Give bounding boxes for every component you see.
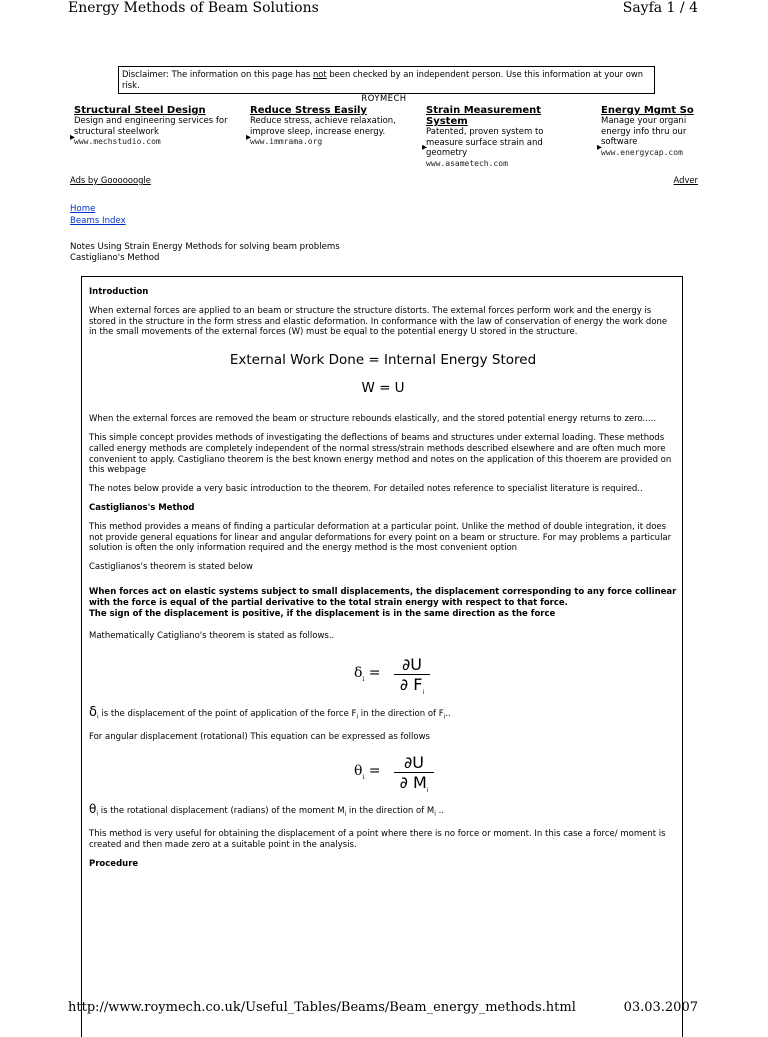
ad-url[interactable]: www.energycap.com (601, 147, 683, 157)
beams-index-link[interactable]: Beams Index (70, 216, 126, 226)
ad-marker-icon: ▸ (422, 142, 428, 153)
heading-castigliano: Castiglianos's Method (89, 502, 195, 513)
paragraph: Castiglianos's theorem is stated below (89, 562, 254, 573)
theorem-statement: When forces act on elastic systems subject to small displacements, the displacement corresponding to any force collinear with the force is equal of the partial derivative to the total strain energy with respect to that force. (89, 586, 677, 608)
paragraph: The notes below provide a very basic introduction to the theorem. For detailed notes reference to specialist literature is required.. (89, 484, 643, 495)
paragraph-theta-def: $\theta_i$ is the rotational displacement (radians) of the moment $M_i$ in the direction of $M_i$ .. (89, 802, 444, 819)
paragraph: This method provides a means of finding a particular deformation at a particular point. Unlike the method of double integration, it does not provide general equations for linear and angular deformations for every point on a beam or structure. For may problems a particular solution is often the only information required and the energy method is the most convenient option (89, 521, 672, 554)
disclaimer-not: not (312, 69, 327, 79)
ad-marker-icon: ▸ (70, 132, 76, 143)
content-box (81, 276, 683, 1037)
equation-rotation (89, 754, 677, 798)
ad-strip (70, 105, 698, 175)
document-title: Energy Methods of Beam Solutions (68, 0, 319, 16)
heading-procedure: Procedure (89, 858, 139, 869)
footer-url: http://www.roymech.co.uk/Useful_Tables/Beams/Beam_energy_methods.html (68, 1000, 576, 1015)
paragraph: This method is very useful for obtaining the displacement of a point where there is no force or moment. In this case a force/ moment is created and then made zero at a suitable point in the analysis. (89, 828, 666, 850)
paragraph-delta-def: $\delta_i$ is the displacement of the point of application of the force $F_i$ in the direction of $F_i$.. (89, 705, 451, 721)
paragraph: When the external forces are removed the beam or structure rebounds elastically, and the stored potential energy returns to zero..... (89, 414, 657, 425)
footer-date: 03.03.2007 (623, 1000, 698, 1015)
ad-item[interactable] (70, 105, 244, 148)
paragraph: This simple concept provides methods of investigating the deflections of beams and structures under external loading. These methods called energy methods are completely independent of the normal stress/strain methods described elsewhere and are often much more convenient to apply. Castigliano theorem is the best known energy method and notes on the application of this thoerem are provided on this webpage (89, 432, 672, 476)
equation-w-u: W = U (361, 380, 405, 397)
ad-item[interactable] (246, 105, 420, 148)
partial-fraction: ∂U ∂ $M_i$ (394, 754, 434, 799)
disclaimer-box: Disclaimer: The information on this page has not been checked by an independent person. Use this information at your own risk. (118, 66, 655, 94)
equation-displacement (89, 656, 677, 700)
ad-item[interactable] (422, 105, 571, 169)
delta-symbol: $\delta_i$ = (354, 665, 381, 683)
theta-symbol: $\theta_i$ = (354, 763, 381, 782)
ad-text: Design and engineering services for structural steelwork (74, 116, 228, 137)
paragraph: When external forces are applied to an beam or structure the structure distorts. The external forces perform work and the energy is stored in the structure in the form stress and elastic deformation. In conformance with the law of conservation of energy the work done in the small movements of the external forces (W) must be equal to the potential energy U stored in the structure. (89, 305, 668, 338)
ad-marker-icon: ▸ (246, 132, 252, 143)
ad-text: Patented, proven system to measure surface strain and geometry (426, 127, 544, 158)
article-content (89, 287, 677, 877)
home-link[interactable]: Home (70, 204, 96, 214)
ad-title[interactable]: Energy Mgmt So (601, 105, 694, 116)
theorem-sign: The sign of the displacement is positive, if the displacement is in the same direction as the force (89, 608, 556, 619)
advertise-link[interactable]: Adver (673, 175, 698, 185)
page-number: Sayfa 1 / 4 (622, 0, 698, 16)
ad-marker-icon: ▸ (597, 142, 603, 153)
nav-links (70, 203, 126, 227)
ad-title[interactable]: Reduce Stress Easily (250, 105, 367, 116)
intro-line: Castigliano's Method (70, 253, 160, 263)
ad-url[interactable]: www.asametech.com (426, 158, 508, 168)
paragraph: For angular displacement (rotational) This equation can be expressed as follows (89, 731, 430, 742)
ad-text: Manage your organi energy info thru our software (601, 116, 687, 147)
ad-title[interactable]: Structural Steel Design (74, 105, 206, 116)
ad-text: Reduce stress, achieve relaxation, improve sleep, increase energy. (250, 116, 396, 137)
partial-fraction: ∂U ∂ $F_i$ (394, 656, 430, 701)
equation-text: External Work Done = Internal Energy Stored (229, 352, 537, 369)
site-name: ROYMECH (361, 93, 407, 103)
paragraph: Mathematically Catigliano's theorem is stated as follows.. (89, 631, 335, 642)
ads-by-link[interactable]: Ads by Goooooogle (70, 175, 151, 185)
intro-line: Notes Using Strain Energy Methods for solving beam problems (70, 242, 340, 252)
heading-introduction: Introduction (89, 287, 149, 297)
ad-url[interactable]: www.immrama.org (250, 137, 323, 146)
ad-title[interactable]: Strain Measurement System (426, 105, 542, 127)
intro-lines (70, 242, 340, 264)
ad-url[interactable]: www.mechstudio.com (74, 137, 161, 146)
page-footer (68, 1000, 698, 1020)
page-header (68, 0, 698, 20)
ad-item[interactable] (597, 105, 698, 158)
